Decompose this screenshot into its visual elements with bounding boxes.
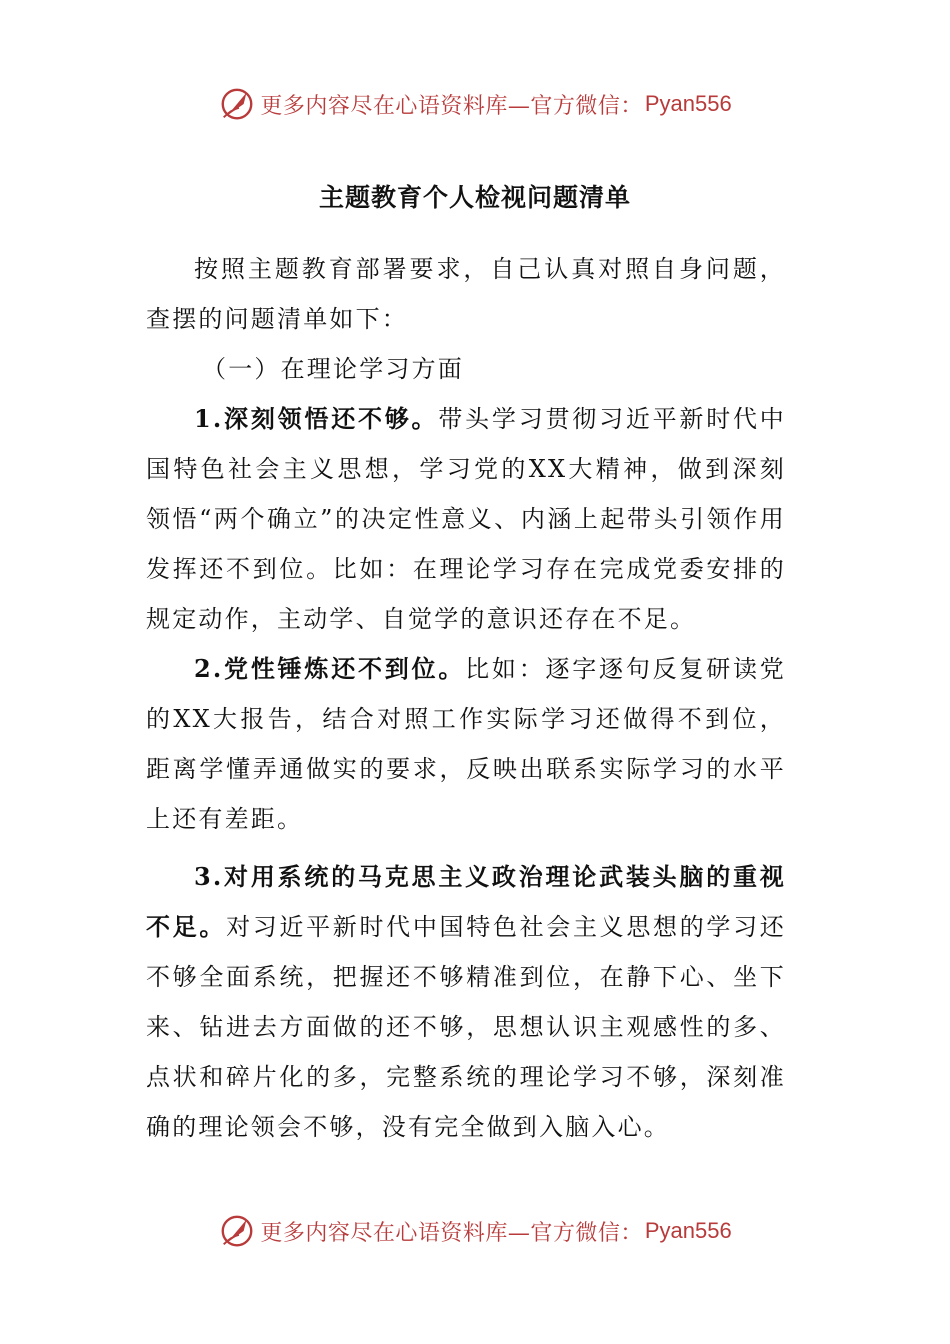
item-lead-3: 3.对用系统的马克思主义政治理论武装头脑的重视不足。 — [146, 862, 786, 941]
item-paragraph-2 — [146, 644, 786, 844]
intro-paragraph: 按照主题教育部署要求，自己认真对照自身问题，查摆的问题清单如下： — [146, 255, 786, 333]
item-body-3: 对习近平新时代中国特色社会主义思想的学习还不够全面系统，把握还不够精准到位，在静下心、坐下来、钻进去方面做的还不够，思想认识主观感性的多、点状和碎片化的多，完整系统的理论学习不够，深刻准确的理论领会不够，没有完全做到入脑入心。 — [146, 913, 786, 1141]
item-body-2: 比如：逐字逐句反复研读党的XX大报告，结合对照工作实际学习还做得不到位，距离学懂弄通做实的要求，反映出联系实际学习的水平上还有差距。 — [146, 655, 786, 833]
quill-logo-icon — [218, 1212, 256, 1250]
section-heading: （一）在理论学习方面 — [202, 355, 464, 383]
item-lead-2: 2.党性锤炼还不到位。 — [194, 654, 466, 683]
watermark-wechat-id: Pyan556 — [644, 91, 732, 116]
item-paragraph-1 — [146, 394, 786, 644]
item-paragraph-3 — [146, 852, 786, 1152]
quill-logo-icon — [218, 85, 256, 123]
watermark-text: 更多内容尽在心语资料库—官方微信： — [260, 93, 643, 119]
item-lead-1: 1.深刻领悟还不够。 — [194, 404, 439, 433]
watermark-footer — [0, 1209, 950, 1253]
document-body — [146, 244, 786, 1152]
document-title: 主题教育个人检视问题清单 — [318, 183, 631, 212]
watermark-wechat-id: Pyan556 — [644, 1218, 732, 1243]
item-body-1: 带头学习贯彻习近平新时代中国特色社会主义思想，学习党的XX大精神，做到深刻领悟“两个确立”的决定性意义、内涵上起带头引领作用发挥还不到位。比如：在理论学习存在完成党委安排的规定动作，主动学、自觉学的意识还存在不足。 — [146, 405, 786, 633]
watermark-text: 更多内容尽在心语资料库—官方微信： — [260, 1220, 643, 1246]
watermark-header — [0, 82, 950, 126]
